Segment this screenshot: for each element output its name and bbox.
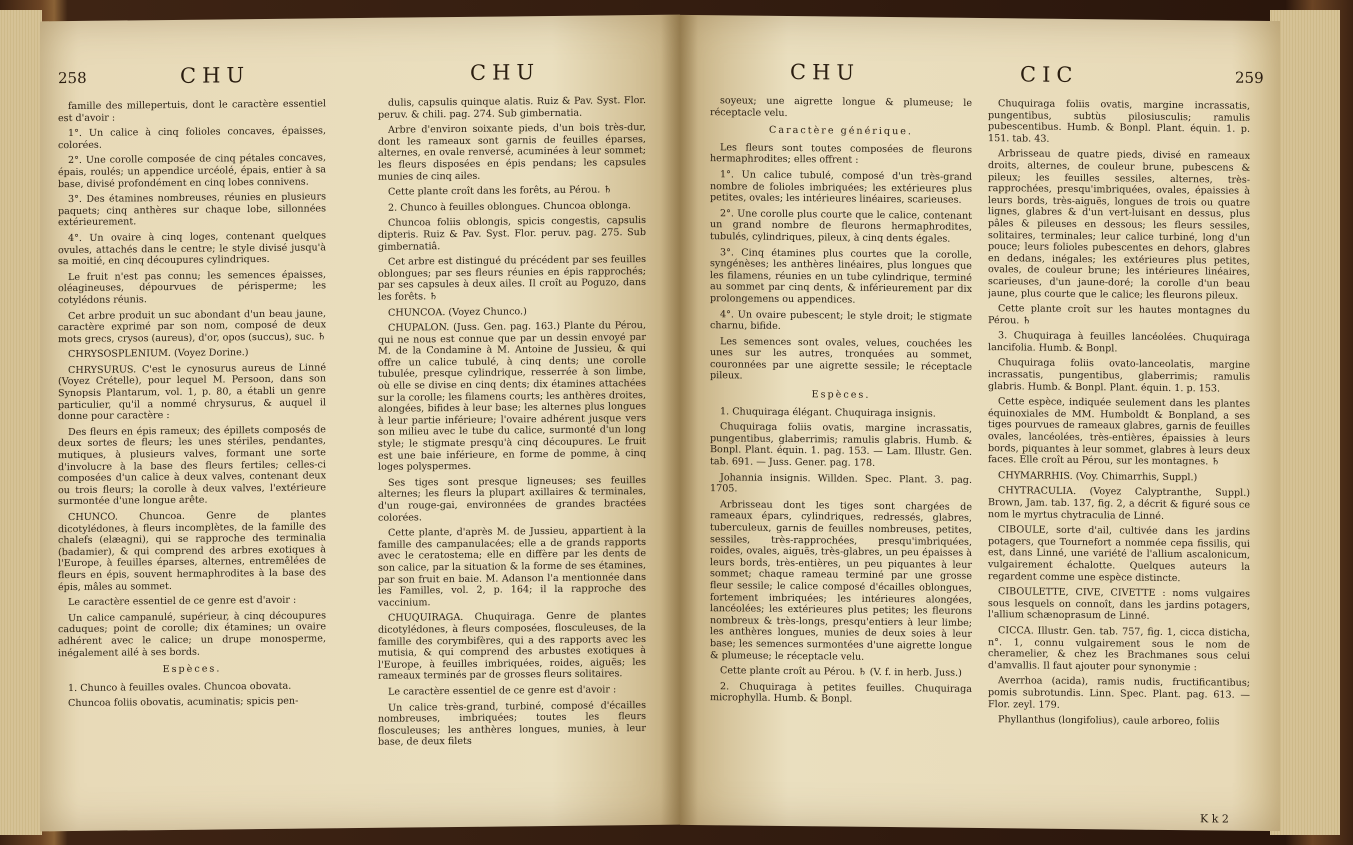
paragraph: soyeux; une aigrette longue & plumeuse; le réceptacle velu. <box>710 95 972 119</box>
left-column-2 <box>378 95 646 818</box>
paragraph: Phyllanthus (longifolius), caule arboreo, foliis <box>998 714 1220 728</box>
right-column-2 <box>988 98 1250 801</box>
paragraph: Chuquiraga foliis ovato-lanceolatis, margine incrassatis, pungentibus, glaberrimis; ramulis glabris. Humb. & Bonpl. Plant. équin. 1. p. 153. <box>988 357 1250 395</box>
paragraph: 2. Chunco à feuilles oblongues. Chuncoa oblonga. <box>388 199 631 214</box>
paragraph: Averrhoa (acida), ramis nudis, fructificantibus; pomis subrotundis. Linn. Spec. Plant. pag. 613. — Flor. zeyl. 179. <box>988 675 1250 711</box>
paragraph: CHRYSURUS. C'est le cynosurus aureus de Linné (Voyez Crételle), pour lequel M. Persoon, dans son Synopsis Plantarum, vol. 1, p. 80, a établi un genre particulier, qu'il a nommé chrysurus, & auquel il donne pour caractère : <box>58 362 326 423</box>
paragraph: Chuncoa foliis obovatis, acuminatis; spicis pen- <box>68 695 299 710</box>
paragraph: 1. Chunco à feuilles ovales. Chuncoa obovata. <box>68 680 292 694</box>
paragraph: Un calice très-grand, turbiné, composé d'écailles nombreuses, imbriquées; toutes les fleurs flosculeuses; les anthères longues, munies, à leur base, de deux filets <box>378 699 646 749</box>
paragraph: CHUNCO. Chuncoa. Genre de plantes dicotylédones, à fleurs incomplètes, de la famille des chalefs (elæagni), qui se rapproche des terminalia (badamier), & qui comprend des arbres exotiques à l'Europe, à feuilles éparses, alternes, entremêlées de fleurs en épis, souvent hermaphrodites à la base des épis, mâles au sommet. <box>58 509 326 593</box>
right-page-header <box>680 59 1280 95</box>
paragraph: CHRYSOSPLENIUM. (Voyez Dorine.) <box>68 347 249 361</box>
left-page <box>40 15 680 832</box>
paragraph: Cette plante croît au Pérou. ♄ (V. f. in herb. Juss.) <box>720 665 962 679</box>
paragraph: 1°. Un calice tubulé, composé d'un très-grand nombre de folioles imbriquées; les extérieures plus petites, ovales; les intérieures linéaires, scarieuses. <box>710 169 972 206</box>
paragraph: CHUNCOA. (Voyez Chunco.) <box>388 305 527 319</box>
paragraph: Ses tiges sont presque ligneuses; ses feuilles alternes; les fleurs la plupart axillaires & terminales, d'un rouge-gai, environnées de grandes bractées colorées. <box>378 474 646 524</box>
paragraph: 1. Chuquiraga élégant. Chuquiraga insignis. <box>720 405 936 420</box>
left-page-header <box>40 59 680 96</box>
paragraph: 2. Chuquiraga à petites feuilles. Chuquiraga microphylla. Humb. & Bonpl. <box>710 680 972 705</box>
paragraph: CHUPALON. (Juss. Gen. pag. 163.) Plante du Pérou, qui ne nous est connue que par un dessin envoyé par M. de la Condamine à M. Antoine de Jussieu, & qui offre un calice tubulé, à cinq dents; une corolle tubulée, presque cylindrique, resserrée à son limbe, où elle se divise en cinq dents; dix étamines attachées sur la corolle; les filamens courts; les anthères droites, alongées, bifides à leur base; les alternes plus longues à leur partie inférieure; l'ovaire adhérent jusque vers son milieu avec le tube du calice, surmonté d'un long style; le stigmate presqu'à cinq découpures. Le fruit est une baie inférieure, en forme de pomme, à cinq loges polyspermes. <box>378 320 646 474</box>
page-number-left: 258 <box>58 68 87 88</box>
paragraph: 2°. Une corolle composée de cinq pétales concaves, épais, roulés; un appendice urcéolé, épais, entier à sa base, divisé profondément en cinq lobes connivens. <box>58 152 326 190</box>
paragraph: Johannia insignis. Willden. Spec. Plant. 3. pag. 1705. <box>710 471 972 495</box>
paragraph: Espèces. <box>811 389 871 401</box>
running-head-right-2: CIC <box>1020 62 1079 88</box>
page-edges-left <box>0 10 42 835</box>
paragraph: CHYMARRHIS. (Voy. Chimarrhis, Suppl.) <box>998 470 1198 484</box>
paragraph: Des fleurs en épis rameux; des épillets composés de deux sortes de fleurs; les unes stériles, pendantes, mutiques, à plusieurs valves, formant une sorte d'involucre à la base des fleurs fertiles; celles-ci composées d'un calice à deux valves, contenant deux ou trois fleurs; la corolle à deux valves, l'extérieure surmontée d'une longue arête. <box>58 424 326 508</box>
paragraph: 3. Chuquiraga à feuilles lancéolées. Chuquiraga lancifolia. Humb. & Bonpl. <box>988 330 1250 355</box>
paragraph: Chuquiraga foliis ovatis, margine incrassatis, pungentibus, subtùs pilosiusculis; ramulis pubescentibus. Humb. & Bonpl. Plant. équin. 1. p. 151. tab. 43. <box>988 98 1250 145</box>
paragraph: CHUQUIRAGA. Chuquiraga. Genre de plantes dicotylédones, à fleurs composées, flosculeuses, de la famille des corymbifères, qui a des rapports avec les mutisia, & qui comprend des arbustes exotiques à l'Europe, à feuilles imbriquées, roides, aiguës; les rameaux terminés par de grosses fleurs solitaires. <box>378 610 646 683</box>
paragraph: 4°. Un ovaire à cinq loges, contenant quelques ovules, attachés dans le centre; le style divisé jusqu'à sa moitié, en cinq découpures cylindriques. <box>58 230 326 268</box>
running-head-left-2: CHU <box>470 60 541 85</box>
paragraph: 3°. Cinq étamines plus courtes que la corolle, syngénèses; les anthères linéaires, plus longues que les filamens, réunies en un tube cylindrique, terminé au sommet par cinq dents, & inférieurement par dix prolongemens ou appendices. <box>710 246 972 306</box>
paragraph: Caractère générique. <box>769 124 913 138</box>
paragraph: Cette plante, d'après M. de Jussieu, appartient à la famille des campanulacées; elle a de grands rapports avec le ceratostema; elle en diffère par les dents de son calice, par la situation & la forme de ses étamines, par son fruit en baie. M. Adanson l'a mentionnée dans les Familles, vol. 2, p. 164; il la rapproche des vaccinium. <box>378 525 646 609</box>
right-column-1 <box>710 95 972 818</box>
paragraph: CHYTRACULIA. (Voyez Calyptranthe, Suppl.) Brown, Jam. tab. 137, fig. 2, a décrit & figuré sous ce nom le myrtus chytraculia de Linné. <box>988 485 1250 522</box>
paragraph: 2°. Une corolle plus courte que le calice, contenant un grand nombre de fleurons hermaphrodites, tubulés, cylindriques, pileux, à cinq dents égales. <box>710 208 972 245</box>
paragraph: Un calice campanulé, supérieur, à cinq découpures caduques; point de corolle; dix étamines; un ovaire adhérent avec le calice; un drupe monosperme, inégalement ailé à ses bords. <box>58 610 326 659</box>
signature-mark: K k 2 <box>1200 812 1229 826</box>
paragraph: Les fleurs sont toutes composées de fleurons hermaphrodites; elles offrent : <box>710 142 972 167</box>
page-edges-right <box>1270 10 1340 835</box>
paragraph: Le caractère essentiel de ce genre est d'avoir : <box>68 594 297 609</box>
paragraph: CICCA. Illustr. Gen. tab. 757, fig. 1, cicca disticha, n°. 1, connu vulgairement sous le nom de cheramelier, & chez les Brachmanes sous celui d'amvallis. Il faut ajouter pour synonymie : <box>988 625 1250 673</box>
right-page <box>680 15 1280 831</box>
paragraph: Cette plante croît dans les forêts, au Pérou. ♄ <box>388 184 612 198</box>
paragraph: Cet arbre est distingué du précédent par ses feuilles oblongues; par ses fleurs réunies en épis rapprochés; par ses capsules à deux ailes. Il croît au Poguzo, dans les forêts. ♄ <box>378 254 646 303</box>
paragraph: CIBOULETTE, CIVE, CIVETTE : noms vulgaires sous lesquels on connoît, dans les jardins potagers, l'allium schænoprasum de Linné. <box>988 586 1250 623</box>
paragraph: CIBOULE, sorte d'ail, cultivée dans les jardins potagers, que Tournefort a nommée cepa fissilis, qui est, dans Linné, une variété de l'allium ascalonicum, vulgairement échalotte. Quelques auteurs la regardent comme une espèce distincte. <box>988 524 1250 584</box>
paragraph: Le fruit n'est pas connu; les semences épaisses, oléagineuses, dépourvues de périsperme; les cotylédons réunis. <box>58 269 326 307</box>
paragraph: Arbrisseau dont les tiges sont chargées de rameaux épars, cylindriques, redressés, glabres, tuberculeux, garnis de feuilles nombreuses, petites, sessiles, très-rapprochées, presqu'imbriquées, roides, ovales, aiguës, très-glabres, un peu épaisses à leurs bords, très-entières, un peu piquantes à leur sommet; chaque rameau terminé par une grosse fleur sessile; le calice composé d'écailles oblongues, fortement imbriquées; les intérieures alongées, lancéolées; les extérieures plus petites; les fleurons nombreux & très-longs, presqu'entiers à leur limbe; les anthères longues, munies de deux soies à leur base; les semences surmontées d'une aigrette longue & plumeuse; le réceptacle velu. <box>710 499 972 663</box>
paragraph: 1°. Un calice à cinq folioles concaves, épaisses, colorées. <box>58 125 326 151</box>
paragraph: Les semences sont ovales, velues, couchées les unes sur les autres, tronquées au sommet, couronnées par une aigrette sessile; le réceptacle pileux. <box>710 335 972 382</box>
paragraph: 4°. Un ovaire pubescent; le style droit; le stigmate charnu, bifide. <box>710 308 972 333</box>
paragraph: Chuquiraga foliis ovatis, margine incrassatis, pungentibus, glaberrimis; ramulis glabris. Humb. & Bonpl. Plant. équin. 1. pag. 153. — Lam. Illustr. Gen. tab. 691. — Juss. Gener. pag. 178. <box>710 421 972 469</box>
running-head-left-1: CHU <box>180 63 251 88</box>
paragraph: Chuncoa foliis oblongis, spicis congestis, capsulis dipteris. Ruiz & Pav. Syst. Flor. peruv. pag. 275. Sub gimbernatiâ. <box>378 215 646 253</box>
paragraph: Arbre d'environ soixante pieds, d'un bois très-dur, dont les rameaux sont garnis de feuilles éparses, alternes, en ovale renversé, acuminées à leur sommet; les fleurs disposées en épis pendans; les capsules munies de cinq ailes. <box>378 122 646 183</box>
paragraph: famille des millepertuis, dont le caractère essentiel est d'avoir : <box>58 98 326 124</box>
paragraph: Espèces. <box>162 663 222 676</box>
paragraph: Cette plante croît sur les hautes montagnes du Pérou. ♄ <box>988 303 1250 327</box>
paragraph: Cette espèce, indiquée seulement dans les plantes équinoxiales de MM. Humboldt & Bonpland, a ses tiges pourvues de rameaux glabres, garnis de feuilles ovales, lancéolées, très-entières, épaissies à leurs bords, piquantes à leur sommet, glabres à leurs deux faces. Elle croît au Pérou, sur les montagnes. ♄ <box>988 396 1250 468</box>
paragraph: 3°. Des étamines nombreuses, réunies en plusieurs paquets; cinq anthères sur chaque lobe, sillonnées extérieurement. <box>58 191 326 229</box>
paragraph: Arbrisseau de quatre pieds, divisé en rameaux droits, alternes, de couleur brune, pubescens & pileux; les feuilles sessiles, alternes, très-rapprochées, presqu'imbriquées, ovales, épaissies à leurs bords, très-aiguës, longues de trois ou quatre lignes, glabres & d'un vert-luisant en dessus, plus pâles & pileuses en dessous; les fleurs sessiles, solitaires, terminales; leur calice turbiné, long d'un pouce; leurs folioles pubescentes en dehors, glabres en dedans, inégales; les extérieures plus petites, ovales, de couleur brune; les intérieures linéaires, scarieuses, d'un jaune-doré; la corolle d'un beau jaune, plus courte que le calice; les fleurons pileux. <box>988 148 1250 302</box>
left-column-1 <box>58 98 326 821</box>
page-number-right: 259 <box>1235 68 1264 87</box>
paragraph: Le caractère essentiel de ce genre est d'avoir : <box>388 684 617 698</box>
paragraph: Cet arbre produit un suc abondant d'un beau jaune, caractère exprimé par son nom, composé de deux mots grecs, crysos (aureus), d'or, opos (succus), suc. ♄ <box>58 307 326 345</box>
paragraph: dulis, capsulis quinque alatis. Ruiz & Pav. Syst. Flor. peruv. & chili. pag. 274. Sub gimbernatia. <box>378 95 646 121</box>
running-head-right-1: CHU <box>790 60 861 85</box>
